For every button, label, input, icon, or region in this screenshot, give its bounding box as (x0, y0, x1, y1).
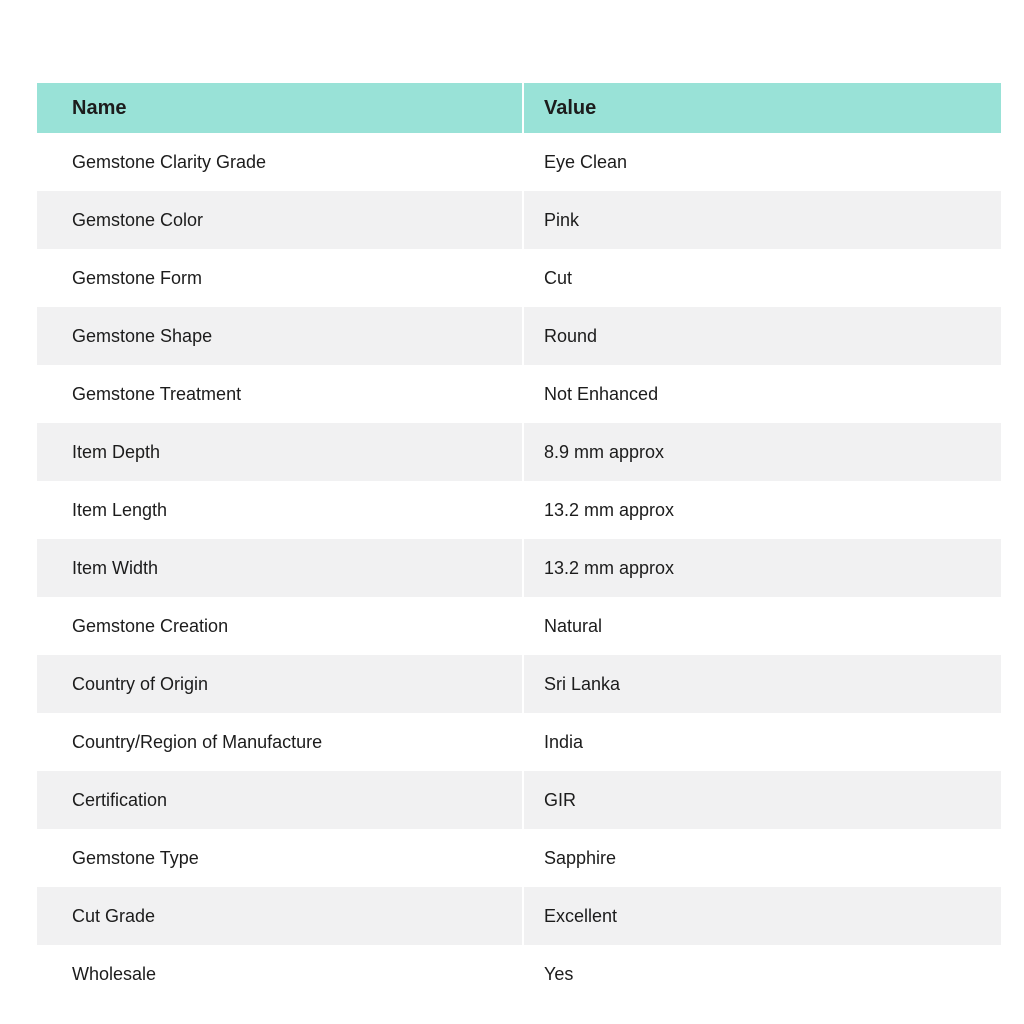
name-cell: Item Depth (37, 423, 522, 481)
name-cell: Wholesale (37, 945, 522, 1003)
table-row (37, 539, 1001, 597)
value-cell: Excellent (524, 887, 1001, 945)
name-cell: Certification (37, 771, 522, 829)
name-cell: Item Width (37, 539, 522, 597)
name-cell: Gemstone Creation (37, 597, 522, 655)
table-row (37, 655, 1001, 713)
value-cell: Not Enhanced (524, 365, 1001, 423)
name-cell: Country/Region of Manufacture (37, 713, 522, 771)
column-header-value: Value (524, 83, 1001, 133)
name-cell: Item Length (37, 481, 522, 539)
table-row (37, 945, 1001, 1003)
table-row (37, 597, 1001, 655)
value-cell: Pink (524, 191, 1001, 249)
column-header-name: Name (37, 83, 522, 133)
table-row (37, 423, 1001, 481)
table-row (37, 887, 1001, 945)
name-cell: Gemstone Shape (37, 307, 522, 365)
name-cell: Gemstone Type (37, 829, 522, 887)
table-row (37, 133, 1001, 191)
value-cell: Eye Clean (524, 133, 1001, 191)
value-cell: GIR (524, 771, 1001, 829)
table-row (37, 307, 1001, 365)
table-row (37, 365, 1001, 423)
value-cell: Sri Lanka (524, 655, 1001, 713)
table-header-row (37, 83, 1001, 133)
value-cell: Yes (524, 945, 1001, 1003)
table-row (37, 191, 1001, 249)
table-row (37, 829, 1001, 887)
name-cell: Gemstone Clarity Grade (37, 133, 522, 191)
name-cell: Country of Origin (37, 655, 522, 713)
table-body (37, 133, 1001, 1003)
table-row (37, 771, 1001, 829)
table-row (37, 713, 1001, 771)
value-cell: Cut (524, 249, 1001, 307)
item-specifics-table (37, 83, 1001, 1003)
table-row (37, 249, 1001, 307)
value-cell: 8.9 mm approx (524, 423, 1001, 481)
value-cell: 13.2 mm approx (524, 539, 1001, 597)
value-cell: Round (524, 307, 1001, 365)
name-cell: Gemstone Color (37, 191, 522, 249)
name-cell: Cut Grade (37, 887, 522, 945)
value-cell: India (524, 713, 1001, 771)
value-cell: Sapphire (524, 829, 1001, 887)
name-cell: Gemstone Form (37, 249, 522, 307)
table-row (37, 481, 1001, 539)
value-cell: 13.2 mm approx (524, 481, 1001, 539)
value-cell: Natural (524, 597, 1001, 655)
name-cell: Gemstone Treatment (37, 365, 522, 423)
